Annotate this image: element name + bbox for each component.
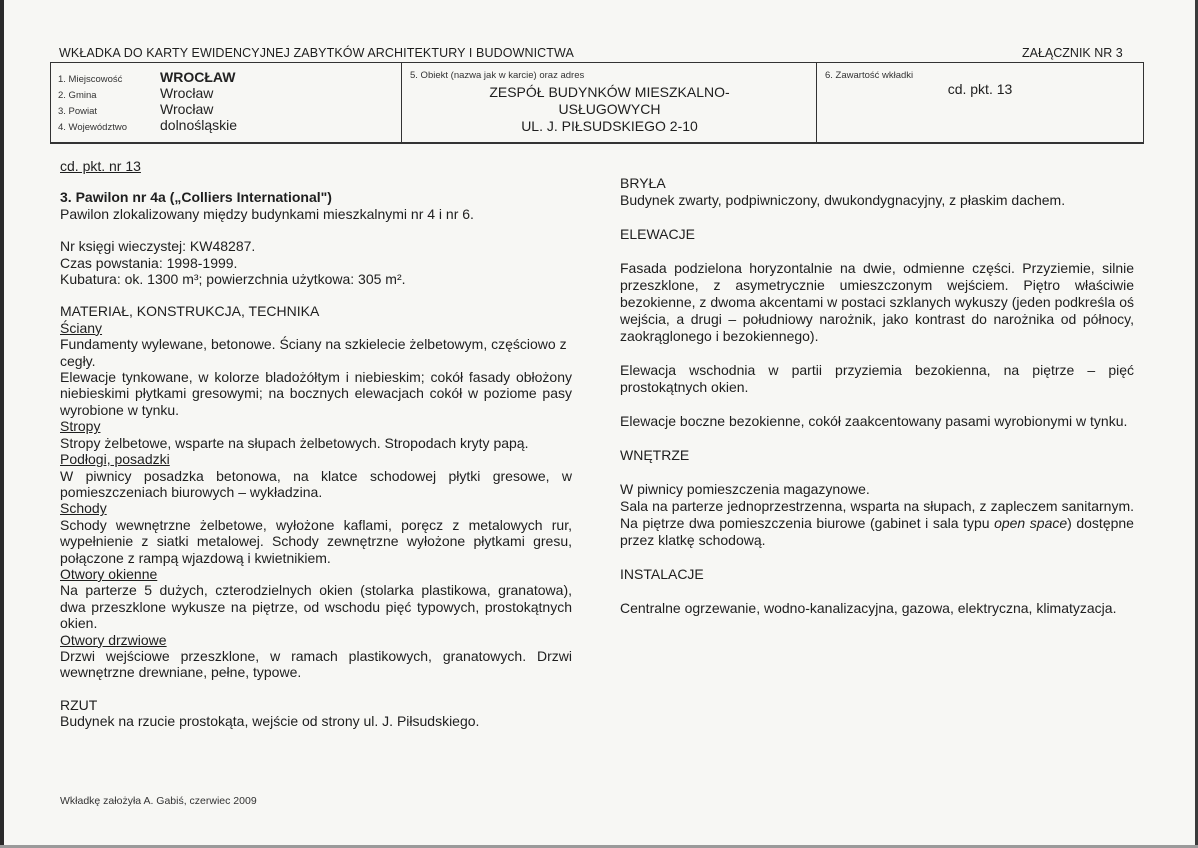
- stairs-text: Schody wewnętrzne żelbetowe, wyłożone kaflami, poręcz z metalowych rur, wypełnienie z siatki metalowej. Schody zewnętrzne wyłożone płytkami gresu, połączone z rampą wjazdową i kwietnikiem.: [60, 516, 572, 566]
- contents-value: cd. pkt. 13: [947, 81, 1013, 97]
- windows-heading: Otwory okienne: [60, 565, 158, 582]
- location-label-town: 1. Miejscowość: [58, 74, 123, 85]
- location-label-county: 3. Powiat: [58, 106, 98, 117]
- walls-text-2: Elewacje tynkowane, w kolorze bladożółtym i niebieskim; cokół fasady obłożony niebieskimi płytkami gresowymi; na bocznych elewacjach cokół w poziome pasy wyrobione w tynku.: [60, 369, 572, 418]
- installations-text: Centralne ogrzewanie, wodno-kanalizacyjna, gazowa, elektryczna, klimatyzacja.: [620, 600, 1117, 616]
- walls-heading: Ściany: [60, 319, 103, 336]
- ceilings-heading: Stropy: [60, 418, 101, 435]
- footer-author-note: Wkładkę założyła A. Gabiś, czerwiec 2009: [60, 795, 257, 807]
- interior-heading: WNĘTRZE: [620, 447, 690, 463]
- mass-heading: BRYŁA: [620, 175, 666, 191]
- plan-text: Budynek na rzucie prostokąta, wejście od strony ul. J. Piłsudskiego.: [60, 713, 480, 730]
- location-value-town: WROCŁAW: [160, 69, 236, 85]
- object-address: UL. J. PIŁSUDSKIEGO 2-10: [521, 118, 698, 134]
- left-column: [60, 158, 572, 730]
- interior-text-1: W piwnicy pomieszczenia magazynowe.: [620, 481, 870, 497]
- material-heading: MATERIAŁ, KONSTRUKCJA, TECHNIKA: [60, 303, 320, 320]
- interior-text-2a: Sala na parterze jednoprzestrzenna, wsparta na słupach, z zapleczem sanitarnym. Na piętrze dwa pomieszczenia biurowe (gabinet i sala typu: [620, 498, 1134, 531]
- object-name-line-1: ZESPÓŁ BUDYNKÓW MIESZKALNO-: [489, 84, 730, 100]
- object-cell: [401, 63, 817, 142]
- interior-text-2b: ) dostępne przez klatkę schodową.: [620, 515, 1134, 548]
- contents-cell: [816, 63, 1143, 142]
- floors-text: W piwnicy posadzka betonowa, na klatce schodowej płytki gresowe, w pomieszczeniach biurowych – wykładzina.: [60, 467, 572, 500]
- location-label-province: 4. Województwo: [58, 122, 127, 133]
- elevations-text-1: Fasada podzielona horyzontalnie na dwie, odmienne części. Przyziemie, silnie przeszklone, z asymetrycznie umieszczonym wejściem. Piętro właściwie bezokienne, z dwoma akcentami w postaci szklanych wykuszy (jeden podkreśla oś wejścia, a drugi – południowy narożnik, jako kontrast do narożnika od północy, zaokrąglonego i bezokiennego).: [620, 260, 1134, 344]
- volume-area: Kubatura: ok. 1300 m³; powierzchnia użytkowa: 305 m².: [60, 271, 406, 288]
- elevations-text-3: Elewacje boczne bezokienne, cokół zaakcentowany pasami wyrobionymi w tynku.: [620, 413, 1128, 429]
- installations-heading: INSTALACJE: [620, 566, 704, 582]
- object-label: 5. Obiekt (nazwa jak w karcie) oraz adres: [410, 70, 585, 81]
- header-table: [50, 62, 1144, 144]
- contents-label: 6. Zawartość wkładki: [825, 70, 914, 81]
- floors-heading: Podłogi, posadzki: [60, 451, 170, 468]
- plan-heading: RZUT: [60, 696, 98, 713]
- pavilion-description: Pawilon zlokalizowany między budynkami mieszkalnymi nr 4 i nr 6.: [60, 205, 474, 222]
- right-column: [620, 175, 1134, 617]
- object-name-line-2: USŁUGOWYCH: [558, 101, 661, 117]
- elevations-text-2: Elewacja wschodnia w partii przyziemia bezokienna, na piętrze – pięć prostokątnych okien.: [620, 362, 1134, 395]
- windows-text: Na parterze 5 dużych, czterodzielnych okien (stolarka plastikowa, granatowa), dwa przeszklone wykusze na piętrze, od wschodu pięć typowych, prostokątnych okien.: [60, 582, 572, 632]
- document-title: WKŁADKA DO KARTY EWIDENCYJNEJ ZABYTKÓW ARCHITEKTURY I BUDOWNICTWA: [59, 46, 574, 60]
- stairs-heading: Schody: [60, 500, 107, 517]
- land-register: Nr księgi wieczystej: KW48287.: [60, 238, 256, 255]
- walls-text-1: Fundamenty wylewane, betonowe. Ściany na szkielecie żelbetowym, częściowo z cegły.: [60, 336, 567, 369]
- construction-period: Czas powstania: 1998-1999.: [60, 254, 238, 271]
- pavilion-title: 3. Pawilon nr 4a („Colliers International"): [60, 189, 332, 206]
- object-name: [402, 84, 817, 135]
- location-cell: [51, 63, 401, 142]
- doors-text: Drzwi wejściowe przeszklone, w ramach plastikowych, granatowych. Drzwi wewnętrzne drewniane, pełne, typowe.: [60, 647, 572, 681]
- location-value-province: dolnośląskie: [160, 117, 238, 133]
- location-value-county: Wrocław: [160, 101, 214, 117]
- location-value-commune: Wrocław: [160, 85, 214, 101]
- interior-text-2-italic: open space: [994, 515, 1068, 531]
- annex-number: ZAŁĄCZNIK NR 3: [1022, 46, 1123, 60]
- elevations-heading: ELEWACJE: [620, 226, 695, 242]
- scan-edge-left: [0, 0, 4, 848]
- doors-heading: Otwory drzwiowe: [60, 631, 167, 648]
- location-label-commune: 2. Gmina: [58, 90, 97, 101]
- ceilings-text: Stropy żelbetowe, wsparte na słupach żelbetowych. Stropodach kryty papą.: [60, 434, 529, 451]
- interior-text-2: [620, 498, 1134, 549]
- mass-text: Budynek zwarty, podpiwniczony, dwukondygnacyjny, z płaskim dachem.: [620, 192, 1066, 208]
- continuation-heading: cd. pkt. nr 13: [60, 158, 141, 174]
